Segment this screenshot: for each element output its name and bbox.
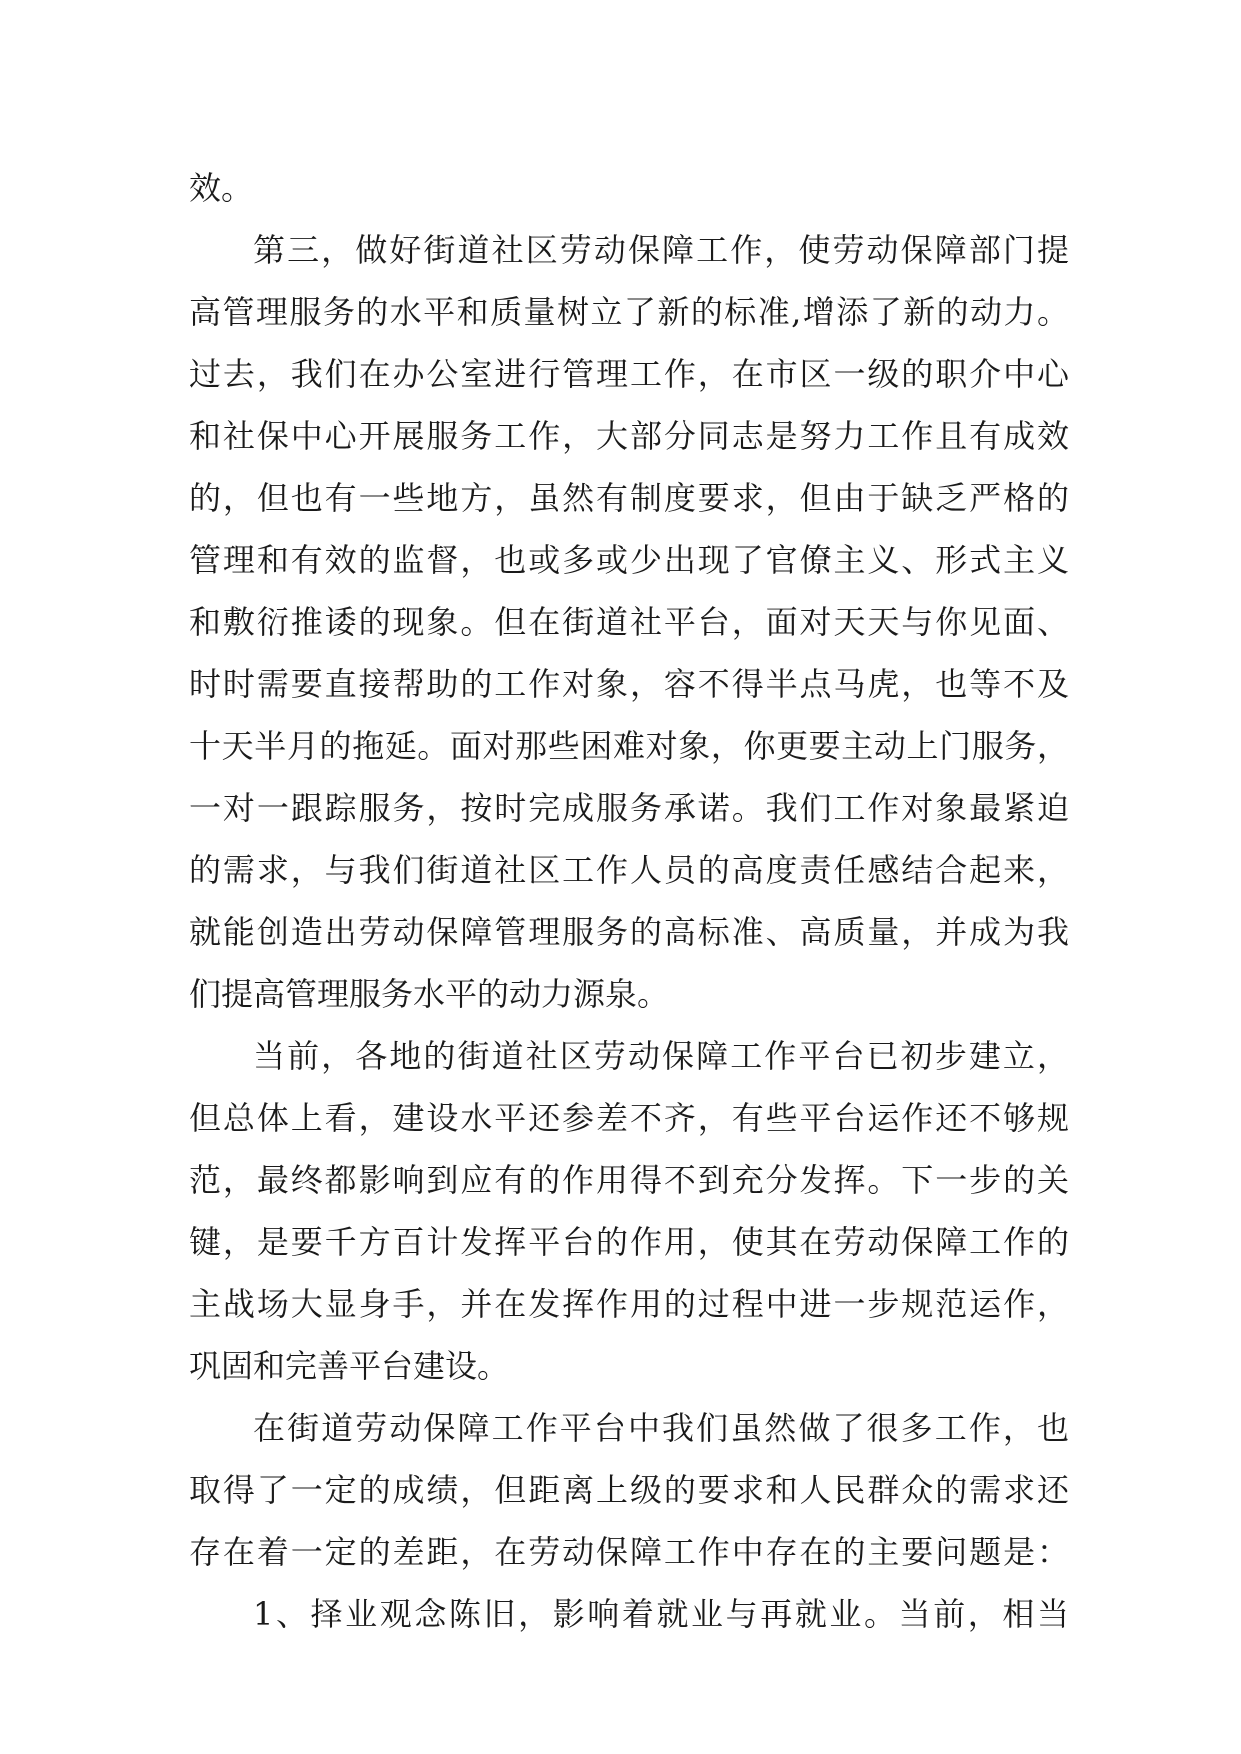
text-line: 主战场大显身手，并在发挥作用的过程中进一步规范运作， — [189, 1285, 1069, 1323]
text-line: 时时需要直接帮助的工作对象，容不得半点马虎，也等不及 — [189, 665, 1069, 703]
text-line: 管理和有效的监督，也或多或少出现了官僚主义、形式主义 — [189, 541, 1069, 579]
text-line: 在街道劳动保障工作平台中我们虽然做了很多工作，也 — [253, 1409, 1069, 1447]
text-line: 一对一跟踪服务，按时完成服务承诺。我们工作对象最紧迫 — [189, 789, 1069, 827]
text-line: 当前，各地的街道社区劳动保障工作平台已初步建立， — [253, 1037, 1069, 1075]
text-line: 和社保中心开展服务工作，大部分同志是努力工作且有成效 — [189, 417, 1069, 455]
text-line: 第三，做好街道社区劳动保障工作，使劳动保障部门提 — [253, 231, 1069, 269]
text-line: 过去，我们在办公室进行管理工作，在市区一级的职介中心 — [189, 355, 1069, 393]
document-body — [189, 157, 1069, 1645]
text-line: 们提高管理服务水平的动力源泉。 — [189, 975, 670, 1013]
text-line: 键，是要千方百计发挥平台的作用，使其在劳动保障工作的 — [189, 1223, 1069, 1261]
text-line: 和敷衍推诿的现象。但在街道社平台，面对天天与你见面、 — [189, 603, 1069, 641]
text-line: 巩固和完善平台建设。 — [189, 1347, 510, 1385]
text-line: 取得了一定的成绩，但距离上级的要求和人民群众的需求还 — [189, 1471, 1069, 1509]
text-line: 就能创造出劳动保障管理服务的高标准、高质量，并成为我 — [189, 913, 1069, 951]
text-line: 的，但也有一些地方，虽然有制度要求，但由于缺乏严格的 — [189, 479, 1069, 517]
text-line: 范，最终都影响到应有的作用得不到充分发挥。下一步的关 — [189, 1161, 1069, 1199]
text-line: 效。 — [189, 169, 254, 207]
text-line: 十天半月的拖延。面对那些困难对象，你更要主动上门服务， — [189, 727, 1069, 765]
text-line: 高管理服务的水平和质量树立了新的标准,增添了新的动力。 — [189, 293, 1069, 331]
text-line: 1、择业观念陈旧，影响着就业与再就业。当前，相当 — [253, 1595, 1069, 1633]
text-line: 的需求，与我们街道社区工作人员的高度责任感结合起来， — [189, 851, 1069, 889]
text-line: 存在着一定的差距，在劳动保障工作中存在的主要问题是： — [189, 1533, 1069, 1571]
text-line: 但总体上看，建设水平还参差不齐，有些平台运作还不够规 — [189, 1099, 1069, 1137]
